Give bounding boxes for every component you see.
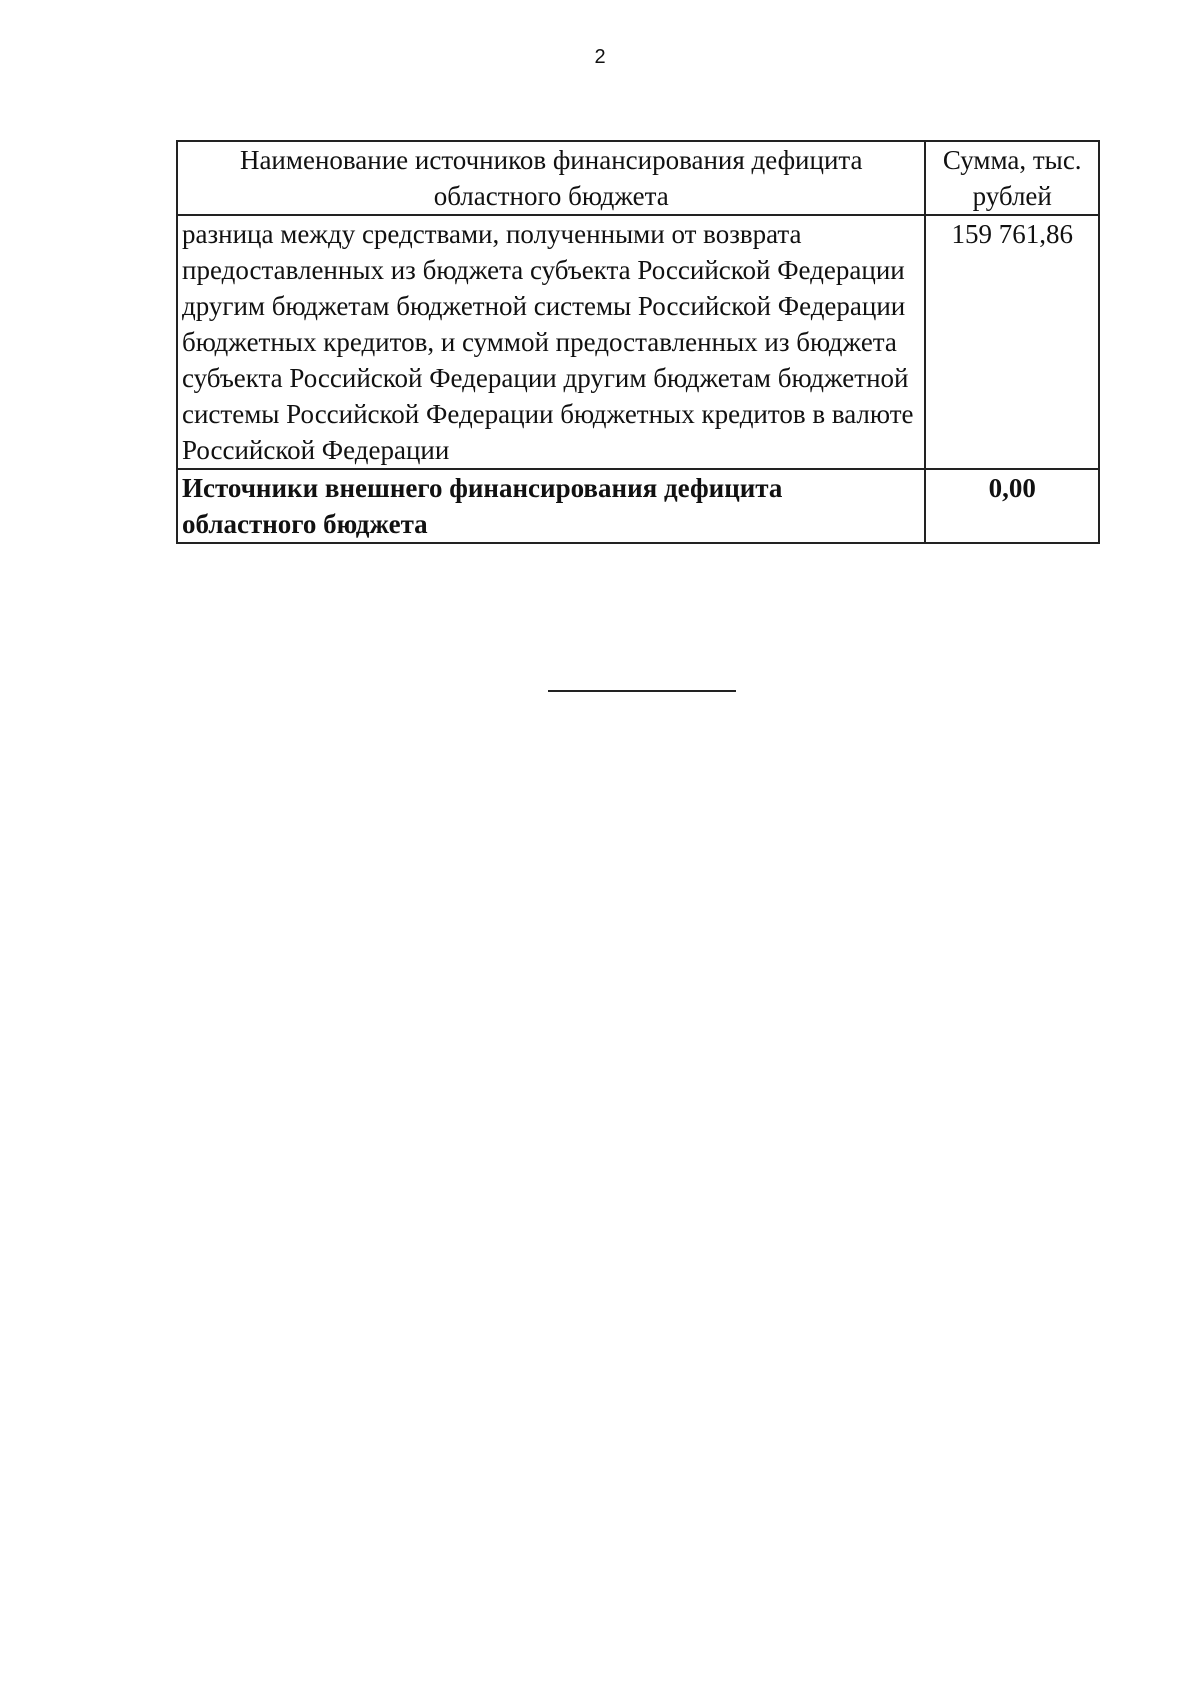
table-header-row	[177, 141, 1099, 215]
total-sum: 0,00	[925, 469, 1099, 543]
header-sum: Сумма, тыс. рублей	[925, 141, 1099, 215]
table-row	[177, 215, 1099, 469]
table-row-total	[177, 469, 1099, 543]
financing-sources-table	[176, 140, 1100, 544]
page-number: 2	[594, 46, 606, 68]
end-separator-line	[548, 690, 736, 692]
total-source-name: Источники внешнего финансирования дефицита областного бюджета	[177, 469, 925, 543]
header-source-name: Наименование источников финансирования дефицита областного бюджета	[177, 141, 925, 215]
row-sum: 159 761,86	[925, 215, 1099, 469]
row-source-name: разница между средствами, полученными от возврата предоставленных из бюджета субъекта Российской Федерации другим бюджетам бюджетной системы Российской Федерации бюджетных кредитов, и суммой предоставленных из бюджета субъекта Российской Федерации другим бюджетам бюджетной системы Российской Федерации бюджетных кредитов в валюте Российской Федерации	[177, 215, 925, 469]
